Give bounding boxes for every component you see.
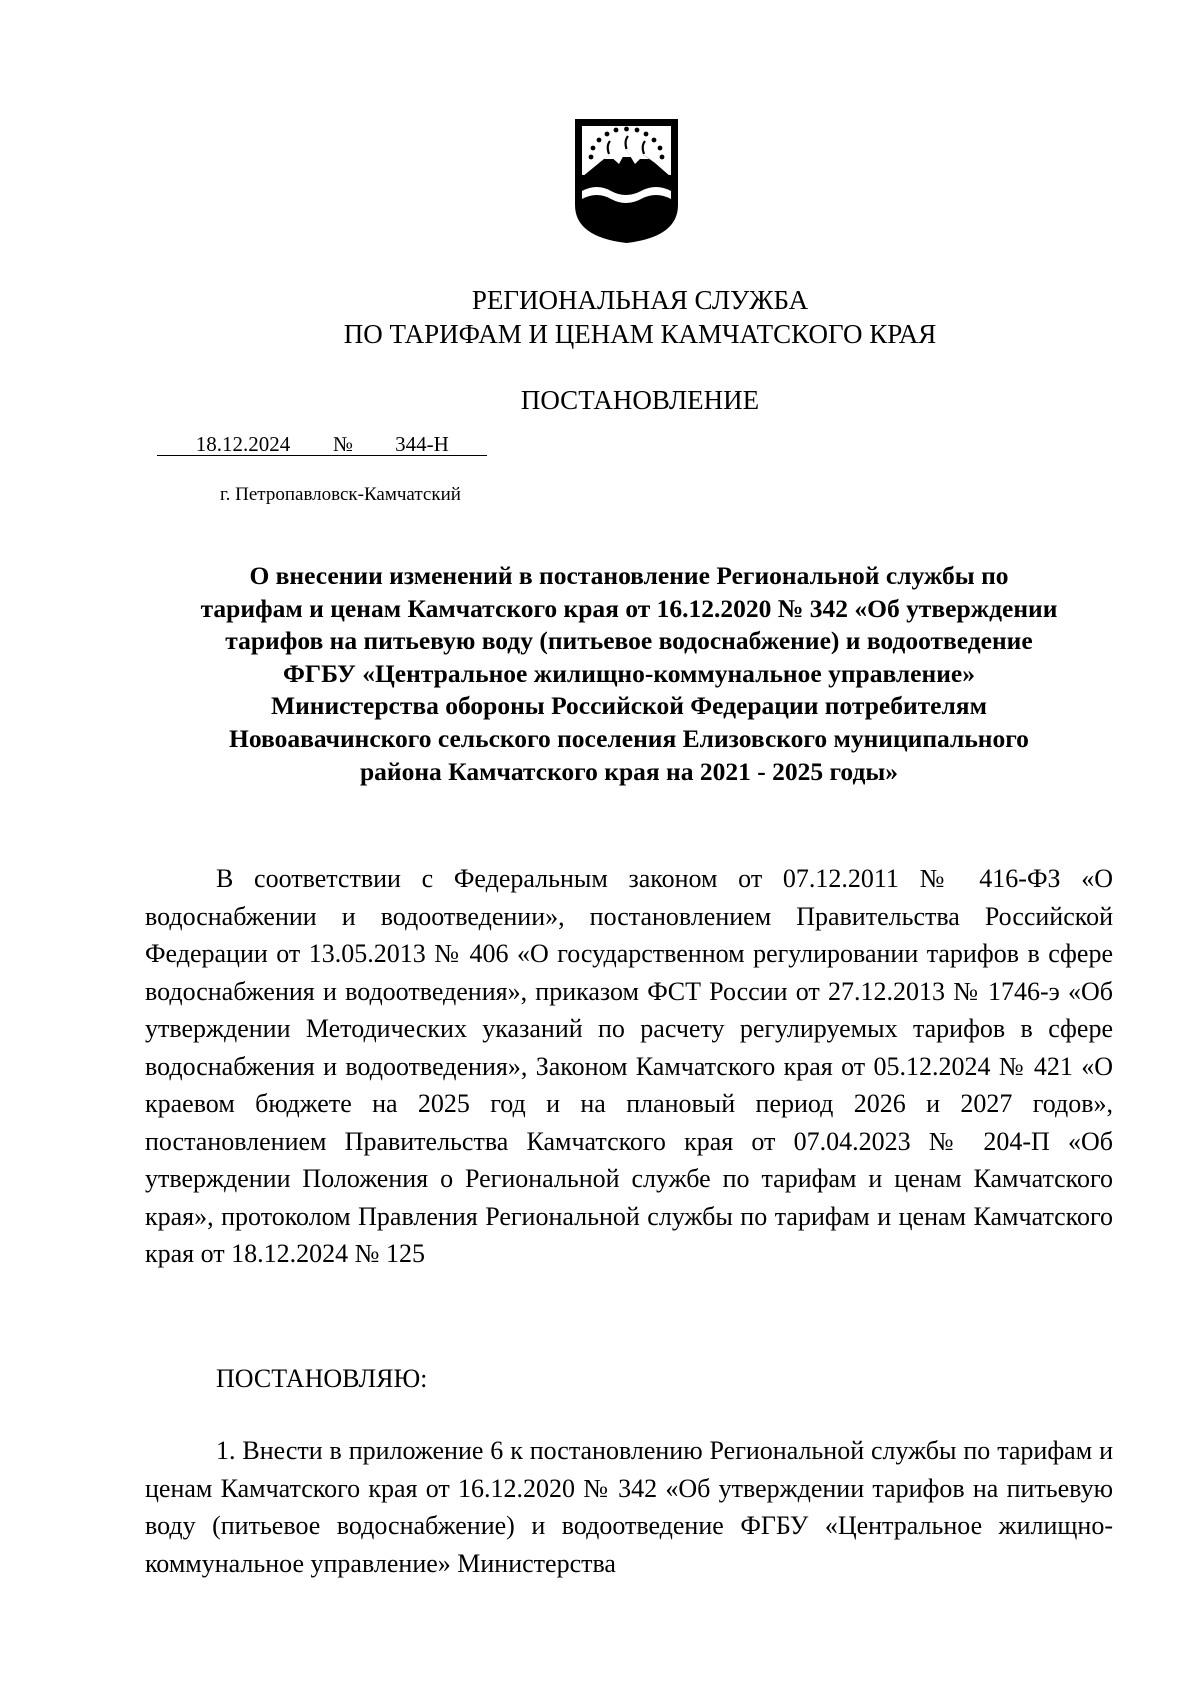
- title-line: тарифов на питьевую воду (питьевое водоснабжение) и водоотведение: [225, 626, 1033, 656]
- issuing-authority: [200, 283, 1080, 351]
- document-type: ПОСТАНОВЛЕНИЕ: [520, 385, 760, 415]
- title-line: О внесении изменений в постановление Региональной службы по: [249, 561, 1009, 590]
- document-number: 344-Н: [357, 434, 487, 456]
- authority-line-1: РЕГИОНАЛЬНАЯ СЛУЖБА: [471, 285, 809, 315]
- document-date: 18.12.2024: [157, 434, 329, 456]
- document-number-line: [157, 431, 487, 457]
- document-city: г. Петропавловск-Камчатский: [220, 484, 461, 505]
- title-line: Министерства обороны Российской Федерации потребителям: [271, 691, 987, 721]
- preamble-paragraph: В соответствии с Федеральным законом от 07.12.2011 № 416-ФЗ «О водоснабжении и водоотведении», постановлением Правительства Российской Федерации от 13.05.2013 № 406 «О государственном регулировании тарифов в сфере водоснабжения и водоотведения», приказом ФСТ России от 27.12.2013 № 1746-э «Об утверждении Методических указаний по расчету регулируемых тарифов в сфере водоснабжения и водоотведения», Законом Камчатского края от 05.12.2024 № 421 «О краевом бюджете на 2025 год и на плановый период 2026 и 2027 годов», постановлением Правительства Камчатского края от 07.04.2023 № 204-П «Об утверждении Положения о Региональной службе по тарифам и ценам Камчатского края», протоколом Правления Региональной службы по тарифам и ценам Камчатского края от 18.12.2024 № 125: [145, 864, 1113, 1268]
- title-line: района Камчатского края на 2021 - 2025 годы»: [359, 756, 898, 786]
- title-line: ФГБУ «Центральное жилищно-коммунальное управление»: [283, 658, 975, 688]
- title-line: тарифам и ценам Камчатского края от 16.12.2020 № 342 «Об утверждении: [200, 593, 1058, 623]
- number-sign: №: [329, 434, 357, 456]
- resolve-heading: ПОСТАНОВЛЯЮ:: [216, 1364, 428, 1393]
- title-line: Новоавачинского сельского поселения Елизовского муниципального: [229, 723, 1029, 753]
- item-1-paragraph: 1. Внести в приложение 6 к постановлению Региональной службы по тарифам и ценам Камчатского края от 16.12.2020 № 342 «Об утверждении тарифов на питьевую воду (питьевое водоснабжение) и водоотведение ФГБУ «Центральное жилищно-коммунальное управление» Министерства: [145, 1436, 1113, 1578]
- document-title: [145, 560, 1113, 788]
- kamchatka-coat-of-arms-icon: [573, 117, 680, 245]
- authority-line-2: ПО ТАРИФАМ И ЦЕНАМ КАМЧАТСКОГО КРАЯ: [343, 319, 937, 349]
